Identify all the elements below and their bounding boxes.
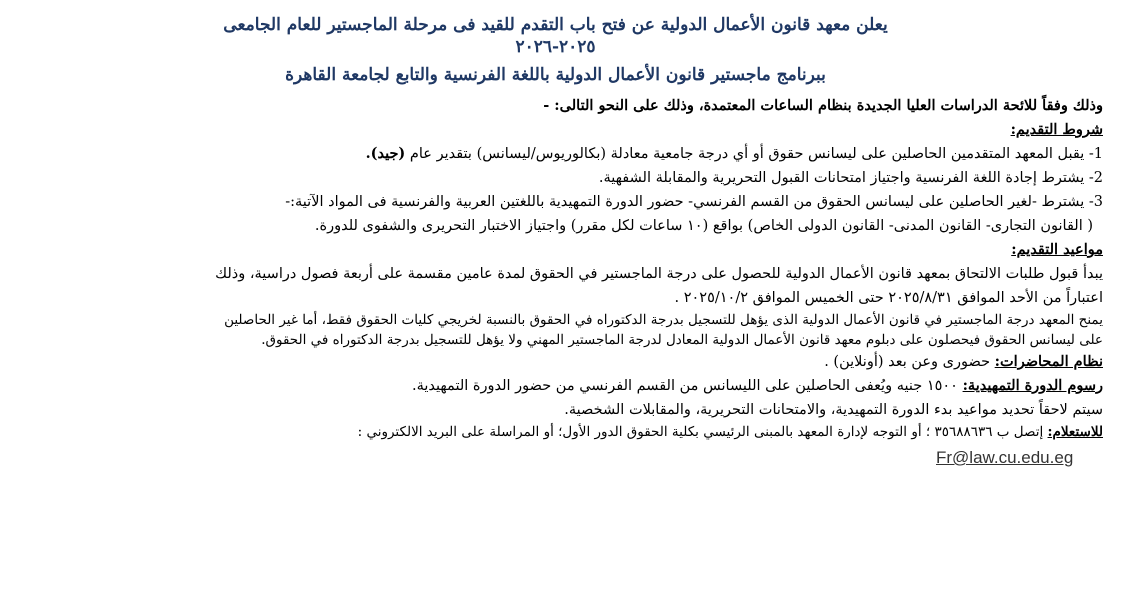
fees-heading: رسوم الدورة التمهيدية: [962,377,1103,394]
conditions-section [8,118,1103,142]
conditions-heading: شروط التقديم: [1010,121,1103,138]
contact-line [8,422,1103,442]
condition-item-3 [8,190,1103,214]
dates-line-2: اعتباراً من الأحد الموافق ٢٠٢٥/٨/٣١ حتى الخميس الموافق ٢٠٢٥/١٠/٢ . [674,290,1103,306]
condition-3-number: 3- [1088,194,1103,210]
dates-heading: مواعيد التقديم: [1011,241,1103,258]
contact-heading: للاستعلام: [1047,424,1103,440]
contact-email-row [8,448,1103,468]
dates-line-4: على ليسانس الحقوق فيحصلون على دبلوم معهد قانون الأعمال الدولية المعادل لدرجة الماجستير المهني ولا يؤهل للتسجيل بدرجة الدكتوراه في الحقوق. [261,332,1103,348]
schedule-note: سيتم لاحقاً تحديد مواعيد بدء الدورة التمهيدية، والامتحانات التحريرية، والمقابلات الشخصية. [564,402,1103,418]
fees-line [8,374,1103,398]
condition-2-number: 2- [1088,170,1103,186]
header-academic-year: ٢٠٢٥-٢٠٢٦ [515,37,596,57]
lectures-text: حضورى وعن بعد (أونلاين) . [824,354,995,370]
condition-1-grade: (جيد). [365,145,406,162]
dates-line-1: يبدأ قبول طلبات الالتحاق بمعهد قانون الأعمال الدولية للحصول على درجة الماجستير في الحقوق لمدة عامين مقسمة على أربعة فصول دراسية، وذلك [215,266,1103,282]
condition-item-1 [8,142,1103,166]
dates-line-3: يمنح المعهد درجة الماجستير في قانون الأعمال الدولية الذى يؤهل للتسجيل بدرجة الدكتوراه في الحقوق بالنسبة لخريجي كليات الحقوق فقط، أما غير الحاصلين [224,312,1103,328]
header-line-1: يعلن معهد قانون الأعمال الدولية عن فتح باب التقدم للقيد فى مرحلة الماجستير للعام الجامعى [223,15,888,35]
condition-1-number: 1- [1088,146,1103,162]
lectures-heading: نظام المحاضرات: [994,353,1103,370]
condition-3-text: يشترط -لغير الحاصلين على ليسانس الحقوق من القسم الفرنسي- حضور الدورة التمهيدية باللغتين العربية والفرنسية فى المواد الآتية:- [285,194,1089,210]
contact-text: إتصل ب ٣٥٦٨٨٦٣٦ ؛ أو التوجه لإدارة المعهد بالمبنى الرئيسي بكلية الحقوق الدور الأول؛ أو المراسلة على البريد الالكتروني : [357,424,1048,440]
contact-email-link[interactable]: Fr@law.cu.edu.eg [936,448,1074,467]
condition-2-text: يشترط إجادة اللغة الفرنسية واجتياز امتحانات القبول التحريرية والمقابلة الشفهية. [598,170,1089,186]
fees-text: ١٥٠٠ جنيه ويُعفى الحاصلين على الليسانس من القسم الفرنسي من حضور الدورة التمهيدية. [411,378,963,394]
header-line-3: ببرنامج ماجستير قانون الأعمال الدولية باللغة الفرنسية والتابع لجامعة القاهرة [285,65,826,85]
condition-1-text: يقبل المعهد المتقدمين الحاصلين على ليسانس حقوق أو أي درجة جامعية معادلة (بكالوريوس/ليسانس) بتقدير عام [405,146,1089,162]
lectures-line [8,350,1103,374]
condition-item-3-continuation: ( القانون التجارى- القانون المدنى- القانون الدولى الخاص) بواقع (١٠ ساعات لكل مقرر) واجتياز الاختبار التحريرى والشفوى للدورة. [314,218,1093,234]
dates-section [8,238,1103,262]
intro-line: وذلك وفقاً للائحة الدراسات العليا الجديدة بنظام الساعات المعتمدة، وذلك على النحو التالى: - [543,97,1103,114]
condition-item-2 [8,166,1103,190]
